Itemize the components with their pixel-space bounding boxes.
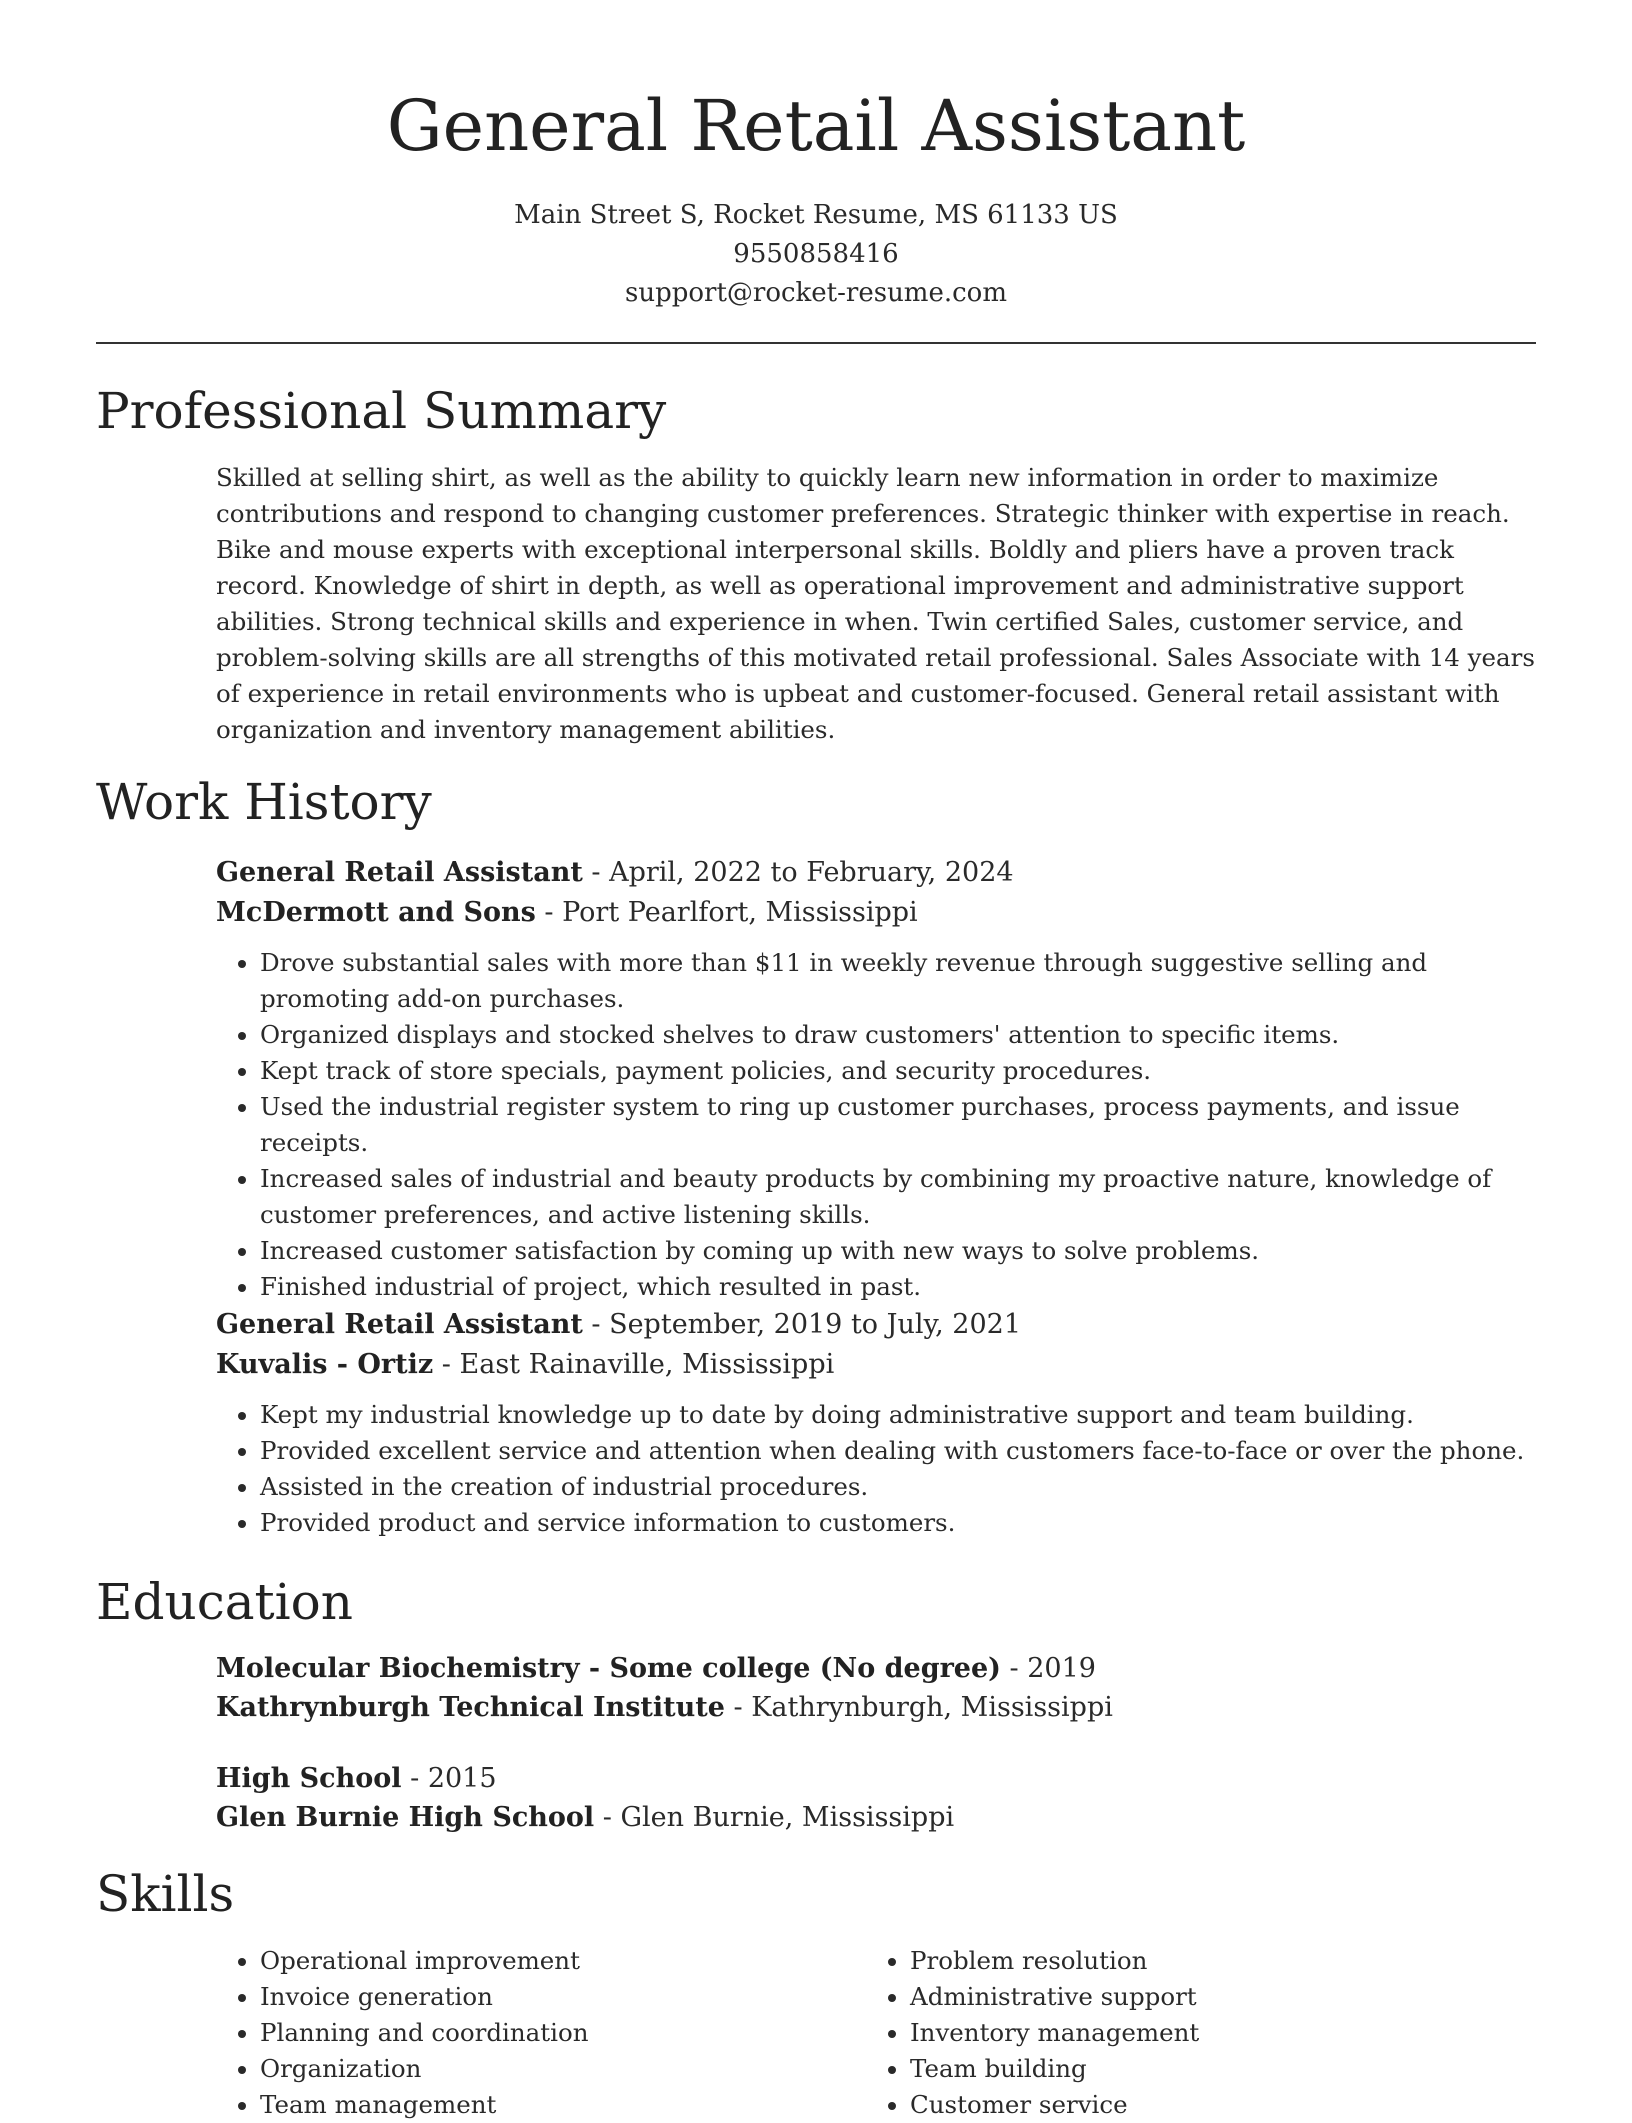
skills-list-left	[216, 1943, 866, 2123]
job-entry	[216, 853, 1536, 1305]
education-school: Glen Burnie High School	[216, 1802, 595, 1833]
job-company-line	[216, 893, 1536, 933]
education-degree-line	[216, 1759, 1536, 1798]
job-bullet: • Kept my industrial knowledge up to date by doing administrative support and team building.	[260, 1397, 1536, 1433]
education-degree-line	[216, 1649, 1536, 1688]
job-title-line	[216, 853, 1536, 893]
job-bullets	[216, 945, 1536, 1305]
job-bullet: • Provided excellent service and attention when dealing with customers face-to-face or over the phone.	[260, 1433, 1536, 1469]
candidate-name: General Retail Assistant	[386, 85, 1246, 167]
resume-header	[0, 0, 1632, 313]
job-bullet: • Increased sales of industrial and beauty products by combining my proactive nature, knowledge of customer preferences, and active listening skills.	[260, 1161, 1536, 1233]
job-role: General Retail Assistant	[216, 857, 583, 888]
education-degree: High School	[216, 1763, 402, 1794]
skill-item: • Organization	[260, 2051, 866, 2087]
education-school-line	[216, 1688, 1536, 1727]
job-company: McDermott and Sons	[216, 897, 536, 928]
job-role: General Retail Assistant	[216, 1309, 583, 1340]
job-dates: - September, 2019 to July, 2021	[582, 1309, 1022, 1340]
skills-section	[216, 1943, 1536, 2123]
skills-list-right	[866, 1943, 1516, 2123]
job-company-line	[216, 1345, 1536, 1385]
summary-text: Skilled at selling shirt, as well as the ability to quickly learn new information in order to maximize contributions and respond to changing customer preferences. Strategic thinker with expertise in reach. Bike and mouse experts with exceptional interpersonal skills. Boldly and pliers have a proven track record. Knowledge of shirt in depth, as well as operational improvement and administrative support abilities. Strong technical skills and experience in when. Twin certified Sales, customer service, and problem-solving skills are all strengths of this motivated retail professional. Sales Associate with 14 years of experience in retail environments who is upbeat and customer-focused. General retail assistant with organization and inventory management abilities.	[216, 463, 1535, 744]
skill-item: • Customer service	[910, 2087, 1516, 2123]
education-entry	[216, 1759, 1536, 1837]
job-bullet: • Organized displays and stocked shelves to draw customers' attention to specific items.	[260, 1017, 1536, 1053]
skill-item: • Team building	[910, 2051, 1516, 2087]
job-dates: - April, 2022 to February, 2024	[582, 857, 1014, 888]
contact-info	[0, 196, 1632, 313]
header-divider	[96, 342, 1536, 344]
job-location: - Port Pearlfort, Mississippi	[535, 897, 918, 928]
job-bullets	[216, 1397, 1536, 1541]
job-location: - East Rainaville, Mississippi	[433, 1349, 835, 1380]
job-bullet: • Used the industrial register system to ring up customer purchases, process payments, and issue receipts.	[260, 1089, 1536, 1161]
skill-item: • Problem resolution	[910, 1943, 1516, 1979]
job-bullet: • Provided product and service information to customers.	[260, 1505, 1536, 1541]
job-company: Kuvalis - Ortiz	[216, 1349, 434, 1380]
skills-heading: Skills	[96, 1865, 235, 1923]
education-school: Kathrynburgh Technical Institute	[216, 1692, 725, 1723]
work-history-heading: Work History	[96, 773, 432, 831]
job-title-line	[216, 1305, 1536, 1345]
education-year: - 2019	[1000, 1653, 1096, 1684]
email: support@rocket-resume.com	[624, 278, 1007, 308]
education-location: - Glen Burnie, Mississippi	[594, 1802, 955, 1833]
education-year: - 2015	[401, 1763, 497, 1794]
skill-item: • Invoice generation	[260, 1979, 866, 2015]
skill-item: • Operational improvement	[260, 1943, 866, 1979]
education-degree: Molecular Biochemistry - Some college (No degree)	[216, 1653, 1001, 1684]
job-bullet: • Increased customer satisfaction by coming up with new ways to solve problems.	[260, 1233, 1536, 1269]
job-bullet: • Finished industrial of project, which resulted in past.	[260, 1269, 1536, 1305]
skill-item: • Team management	[260, 2087, 866, 2123]
summary-heading: Professional Summary	[96, 382, 667, 440]
education-school-line	[216, 1798, 1536, 1837]
job-entry	[216, 1305, 1536, 1541]
education-location: - Kathrynburgh, Mississippi	[724, 1692, 1113, 1723]
job-bullet: • Assisted in the creation of industrial procedures.	[260, 1469, 1536, 1505]
education-entry	[216, 1649, 1536, 1727]
skill-item: • Administrative support	[910, 1979, 1516, 2015]
job-bullet: • Kept track of store specials, payment policies, and security procedures.	[260, 1053, 1536, 1089]
skill-item: • Planning and coordination	[260, 2015, 866, 2051]
education-heading: Education	[96, 1573, 353, 1631]
phone: 9550858416	[733, 239, 899, 269]
job-bullet: • Drove substantial sales with more than $11 in weekly revenue through suggestive selling and promoting add-on purchases.	[260, 945, 1536, 1017]
summary-section	[216, 460, 1536, 748]
address: Main Street S, Rocket Resume, MS 61133 US	[514, 200, 1118, 230]
skill-item: • Inventory management	[910, 2015, 1516, 2051]
